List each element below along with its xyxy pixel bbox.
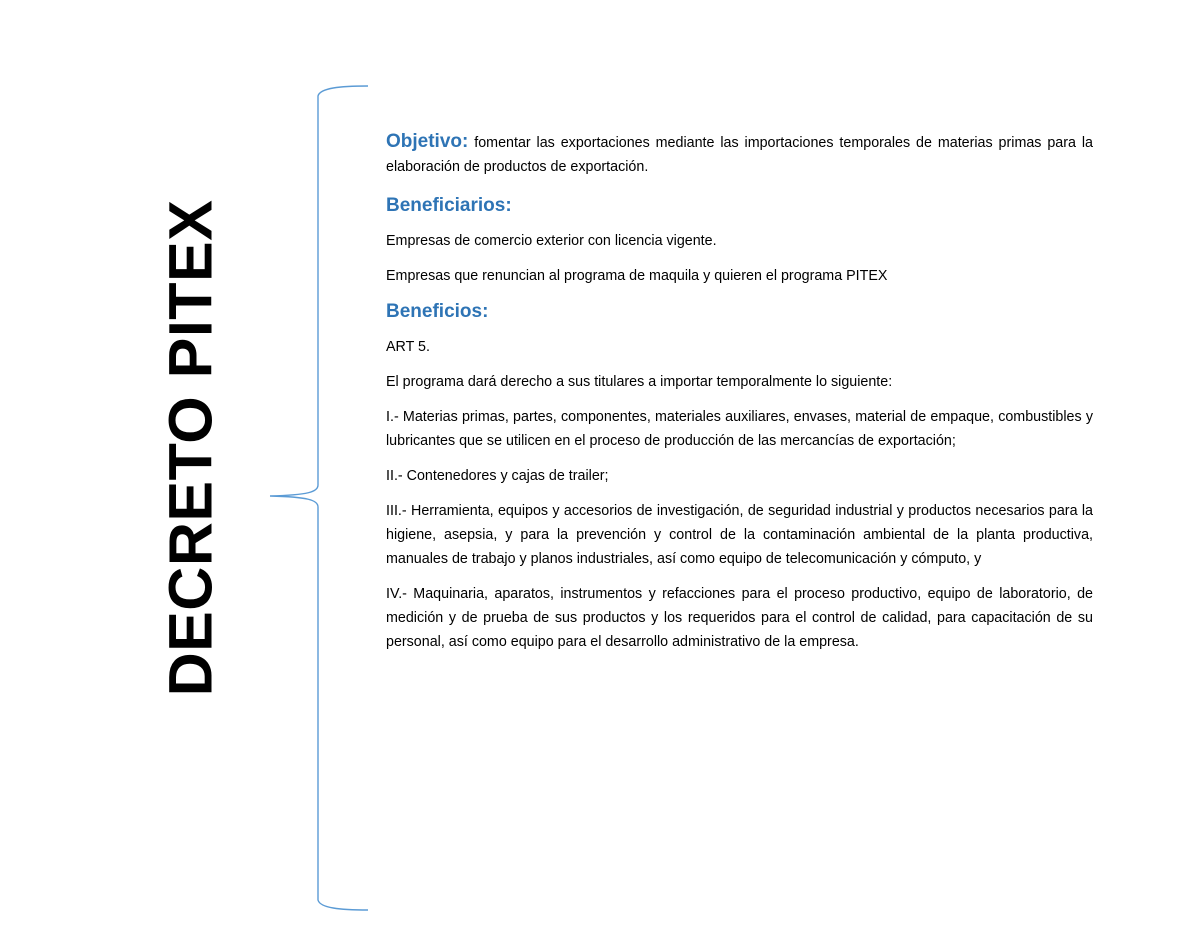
beneficio-item: III.- Herramienta, equipos y accesorios de investigación, de seguridad industrial y productos necesarios para la higiene, asepsia, y para la prevención y control de la contaminación ambiental de la planta productiva, manuales de trabajo y planos industriales, así como equipo de telecomunicación y cómputo, y bbox=[386, 503, 1093, 567]
objetivo-text: fomentar las exportaciones mediante las importaciones temporales de materias primas para la elaboración de productos de exportación. bbox=[386, 135, 1093, 175]
objetivo-label: Objetivo bbox=[386, 131, 463, 152]
objetivo-separator: : bbox=[462, 131, 469, 152]
beneficiario-item: Empresas que renuncian al programa de maquila y quieren el programa PITEX bbox=[386, 268, 888, 284]
document-body bbox=[386, 130, 1093, 665]
beneficiarios-heading: Beneficiarios: bbox=[386, 195, 512, 216]
beneficios-heading: Beneficios: bbox=[386, 301, 489, 322]
beneficio-item: I.- Materias primas, partes, componentes, materiales auxiliares, envases, material de empaque, combustibles y lubricantes que se utilicen en el proceso de producción de las mercancías de exportación; bbox=[386, 409, 1093, 449]
objetivo-paragraph bbox=[386, 130, 1093, 179]
beneficiario-item: Empresas de comercio exterior con licencia vigente. bbox=[386, 233, 717, 249]
beneficios-intro: El programa dará derecho a sus titulares a importar temporalmente lo siguiente: bbox=[386, 374, 893, 390]
document-title: DECRETO PITEX bbox=[156, 199, 225, 697]
beneficio-item: IV.- Maquinaria, aparatos, instrumentos y refacciones para el proceso productivo, equipo de laboratorio, de medición y de prueba de sus productos y los requeridos para el control de calidad, para capacitación de su personal, así como equipo para el desarrollo administrativo de la empresa. bbox=[386, 586, 1093, 650]
article-number: ART 5. bbox=[386, 339, 430, 355]
beneficio-item: II.- Contenedores y cajas de trailer; bbox=[386, 468, 609, 484]
curly-brace bbox=[260, 80, 380, 920]
